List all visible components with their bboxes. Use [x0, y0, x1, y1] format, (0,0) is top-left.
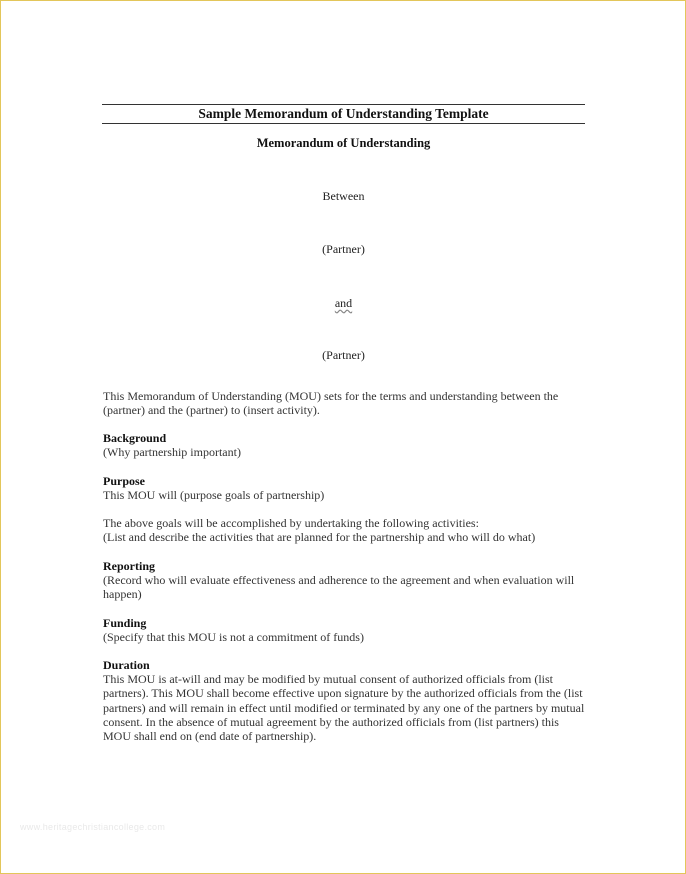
- funding-heading: Funding: [103, 616, 147, 630]
- document-subtitle: Memorandum of Understanding: [256, 136, 431, 150]
- document-title: Sample Memorandum of Understanding Template: [102, 104, 585, 124]
- funding-text: (Specify that this MOU is not a commitment of funds): [103, 630, 364, 645]
- duration-section: [103, 658, 588, 743]
- purpose-section: [103, 474, 588, 502]
- reporting-text: (Record who will evaluate effectiveness and adherence to the agreement and when evaluation will happen): [103, 573, 575, 602]
- goals-text-1: The above goals will be accomplished by undertaking the following activities:: [103, 516, 479, 530]
- between-label: Between: [322, 189, 365, 203]
- duration-heading: Duration: [103, 658, 150, 672]
- background-section: [103, 431, 588, 459]
- background-heading: Background: [103, 431, 167, 445]
- watermark-text: www.heritagechristiancollege.com: [20, 822, 166, 832]
- purpose-heading: Purpose: [103, 474, 145, 488]
- reporting-section: [103, 559, 588, 602]
- duration-text: This MOU is at-will and may be modified by mutual consent of authorized officials from (list partners). This MOU shall become effective upon signature by the authorized officials from the (list partners) and will remain in effect until modified or terminated by any one of the partners by mutual consent. In the absence of mutual agreement by the authorized officials from (list partners) this MOU shall end on (end date of partnership).: [103, 672, 585, 744]
- goals-text-2: (List and describe the activities that are planned for the partnership and who will do what): [103, 530, 536, 545]
- and-label: and: [334, 296, 353, 310]
- partner-placeholder-1: (Partner): [322, 242, 365, 256]
- reporting-heading: Reporting: [103, 559, 155, 573]
- goals-section: [103, 516, 588, 544]
- purpose-text: This MOU will (purpose goals of partnership): [103, 488, 325, 503]
- funding-section: [103, 616, 588, 644]
- partner-placeholder-2: (Partner): [322, 348, 365, 362]
- background-text: (Why partnership important): [103, 445, 241, 460]
- intro-paragraph: This Memorandum of Understanding (MOU) sets for the terms and understanding between the (partner) and the (partner) to (insert activity).: [103, 389, 559, 418]
